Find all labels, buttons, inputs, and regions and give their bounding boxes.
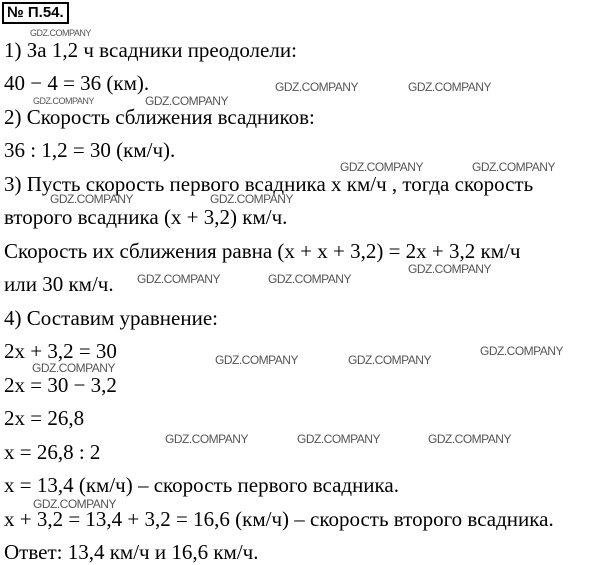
watermark: GDZ.COMPANY <box>32 361 115 375</box>
watermark: GDZ.COMPANY <box>408 262 491 276</box>
watermark: GDZ.COMPANY <box>472 160 555 174</box>
result-line-1: x = 13,4 (км/ч) – скорость первого всадника. <box>4 473 400 497</box>
watermark: GDZ.COMPANY <box>268 272 351 286</box>
problem-number: № П.54. <box>2 2 69 24</box>
text-line-9: 4) Составим уравнение: <box>4 306 218 330</box>
watermark: GDZ.COMPANY <box>33 497 116 511</box>
watermark: GDZ.COMPANY <box>340 160 423 174</box>
watermark: GDZ.COMPANY <box>50 192 133 206</box>
watermark: GDZ.COMPANY <box>297 432 380 446</box>
text-line-2: 40 − 4 = 36 (км). <box>4 71 150 95</box>
watermark: GDZ.COMPANY <box>480 344 563 358</box>
watermark: GDZ.COMPANY <box>30 28 91 38</box>
equation-line-4: x = 26,8 : 2 <box>4 440 101 464</box>
watermark: GDZ.COMPANY <box>137 272 220 286</box>
watermark: GDZ.COMPANY <box>275 80 358 94</box>
answer-line: Ответ: 13,4 км/ч и 16,6 км/ч. <box>4 540 259 564</box>
watermark: GDZ.COMPANY <box>165 432 248 446</box>
watermark: GDZ.COMPANY <box>408 80 491 94</box>
watermark: GDZ.COMPANY <box>428 432 511 446</box>
watermark: GDZ.COMPANY <box>348 353 431 367</box>
text-line-4: 36 : 1,2 = 30 (км/ч). <box>4 138 176 162</box>
text-line-7: Скорость их сближения равна (x + x + 3,2) = 2x + 3,2 км/ч <box>4 239 521 263</box>
watermark: GDZ.COMPANY <box>33 96 94 106</box>
watermark: GDZ.COMPANY <box>145 94 228 108</box>
equation-line-3: 2x = 26,8 <box>4 406 85 430</box>
watermark: GDZ.COMPANY <box>210 192 293 206</box>
text-line-8: или 30 км/ч. <box>4 272 114 296</box>
equation-line-1: 2x + 3,2 = 30 <box>4 339 117 363</box>
watermark: GDZ.COMPANY <box>215 353 298 367</box>
equation-line-2: 2x = 30 − 3,2 <box>4 373 117 397</box>
text-line-1: 1) За 1,2 ч всадники преодолели: <box>4 38 297 62</box>
text-line-3: 2) Скорость сближения всадников: <box>4 105 315 129</box>
text-line-6: второго всадника (x + 3,2) км/ч. <box>4 205 288 229</box>
text-line-5: 3) Пусть скорость первого всадника x км/ч , тогда скорость <box>4 172 534 196</box>
result-line-2: x + 3,2 = 13,4 + 3,2 = 16,6 (км/ч) – скорость второго всадника. <box>4 507 554 531</box>
